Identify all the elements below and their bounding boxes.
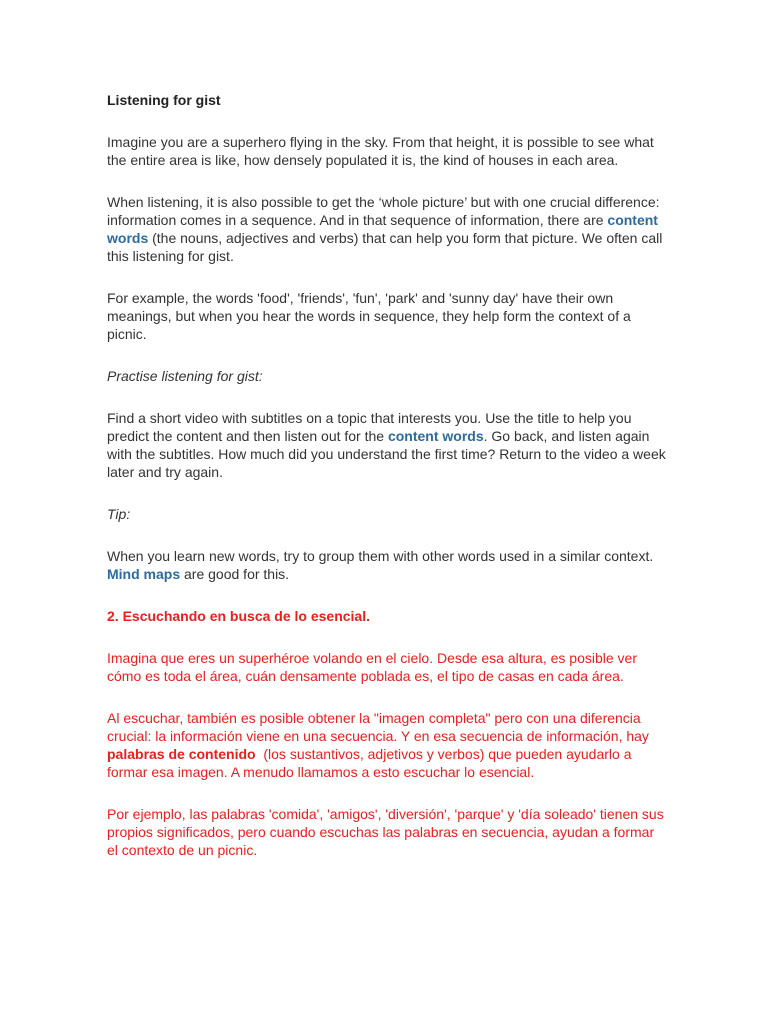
text-segment: are good for this.: [180, 566, 290, 582]
spanish-paragraph-picnic-example: Por ejemplo, las palabras 'comida', 'amigos', 'diversión', 'parque' y 'día soleado' tienen sus propios significados, pero cuando escuchas las palabras en secuencia, ayudan a formar el contexto de un picnic.: [107, 806, 664, 858]
text-segment: Al escuchar, también es posible obtener la "imagen completa" pero con una diferencia crucial: la información viene en una secuencia. Y en esa secuencia de información, hay: [107, 710, 657, 744]
spanish-paragraph-whole-picture: [107, 709, 667, 781]
content-words-link[interactable]: content words: [107, 212, 658, 246]
section-heading: Listening for gist: [107, 92, 221, 108]
paragraph-picnic-example: For example, the words 'food', 'friends', 'fun', 'park' and 'sunny day' have their own meanings, but when you hear the words in sequence, they help form the context of a picnic.: [107, 290, 631, 342]
tip-label: Tip:: [107, 506, 131, 522]
text-segment: . Go back, and listen again with the subtitles. How much did you understand the first time? Return to the video a week later and try again.: [107, 428, 666, 480]
document-body: [107, 91, 667, 883]
text-segment: (los sustantivos, adjetivos y verbos) que pueden ayudarlo a formar esa imagen. A menudo llamamos a esto escuchar lo esencial.: [107, 746, 636, 780]
spanish-section-heading: 2. Escuchando en busca de lo esencial.: [107, 608, 370, 624]
text-segment: When you learn new words, try to group them with other words used in a similar context.: [107, 548, 654, 564]
mind-maps-link[interactable]: Mind maps: [107, 566, 181, 582]
content-words-link[interactable]: content words: [387, 428, 484, 444]
practise-label: Practise listening for gist:: [107, 368, 263, 384]
paragraph-practise: [107, 409, 667, 481]
text-segment: When listening, it is also possible to get the ‘whole picture’ but with one crucial difference: information comes in a sequence. And in that sequence of information, there are: [107, 194, 660, 228]
paragraph-superhero: Imagine you are a superhero flying in the sky. From that height, it is possible to see what the entire area is like, how densely populated it is, the kind of houses in each area.: [107, 134, 654, 168]
spanish-paragraph-superhero: Imagina que eres un superhéroe volando en el cielo. Desde esa altura, es posible ver cómo es toda el área, cuán densamente poblada es, el tipo de casas en cada área.: [107, 650, 637, 684]
paragraph-whole-picture: [107, 193, 667, 265]
text-segment: (the nouns, adjectives and verbs) that can help you form that picture. We often call this listening for gist.: [107, 230, 663, 264]
palabras-de-contenido: palabras de contenido: [107, 746, 256, 762]
text-segment: Find a short video with subtitles on a topic that interests you. Use the title to help you predict the content and then listen out for the: [107, 410, 632, 444]
paragraph-tip: [107, 547, 667, 583]
